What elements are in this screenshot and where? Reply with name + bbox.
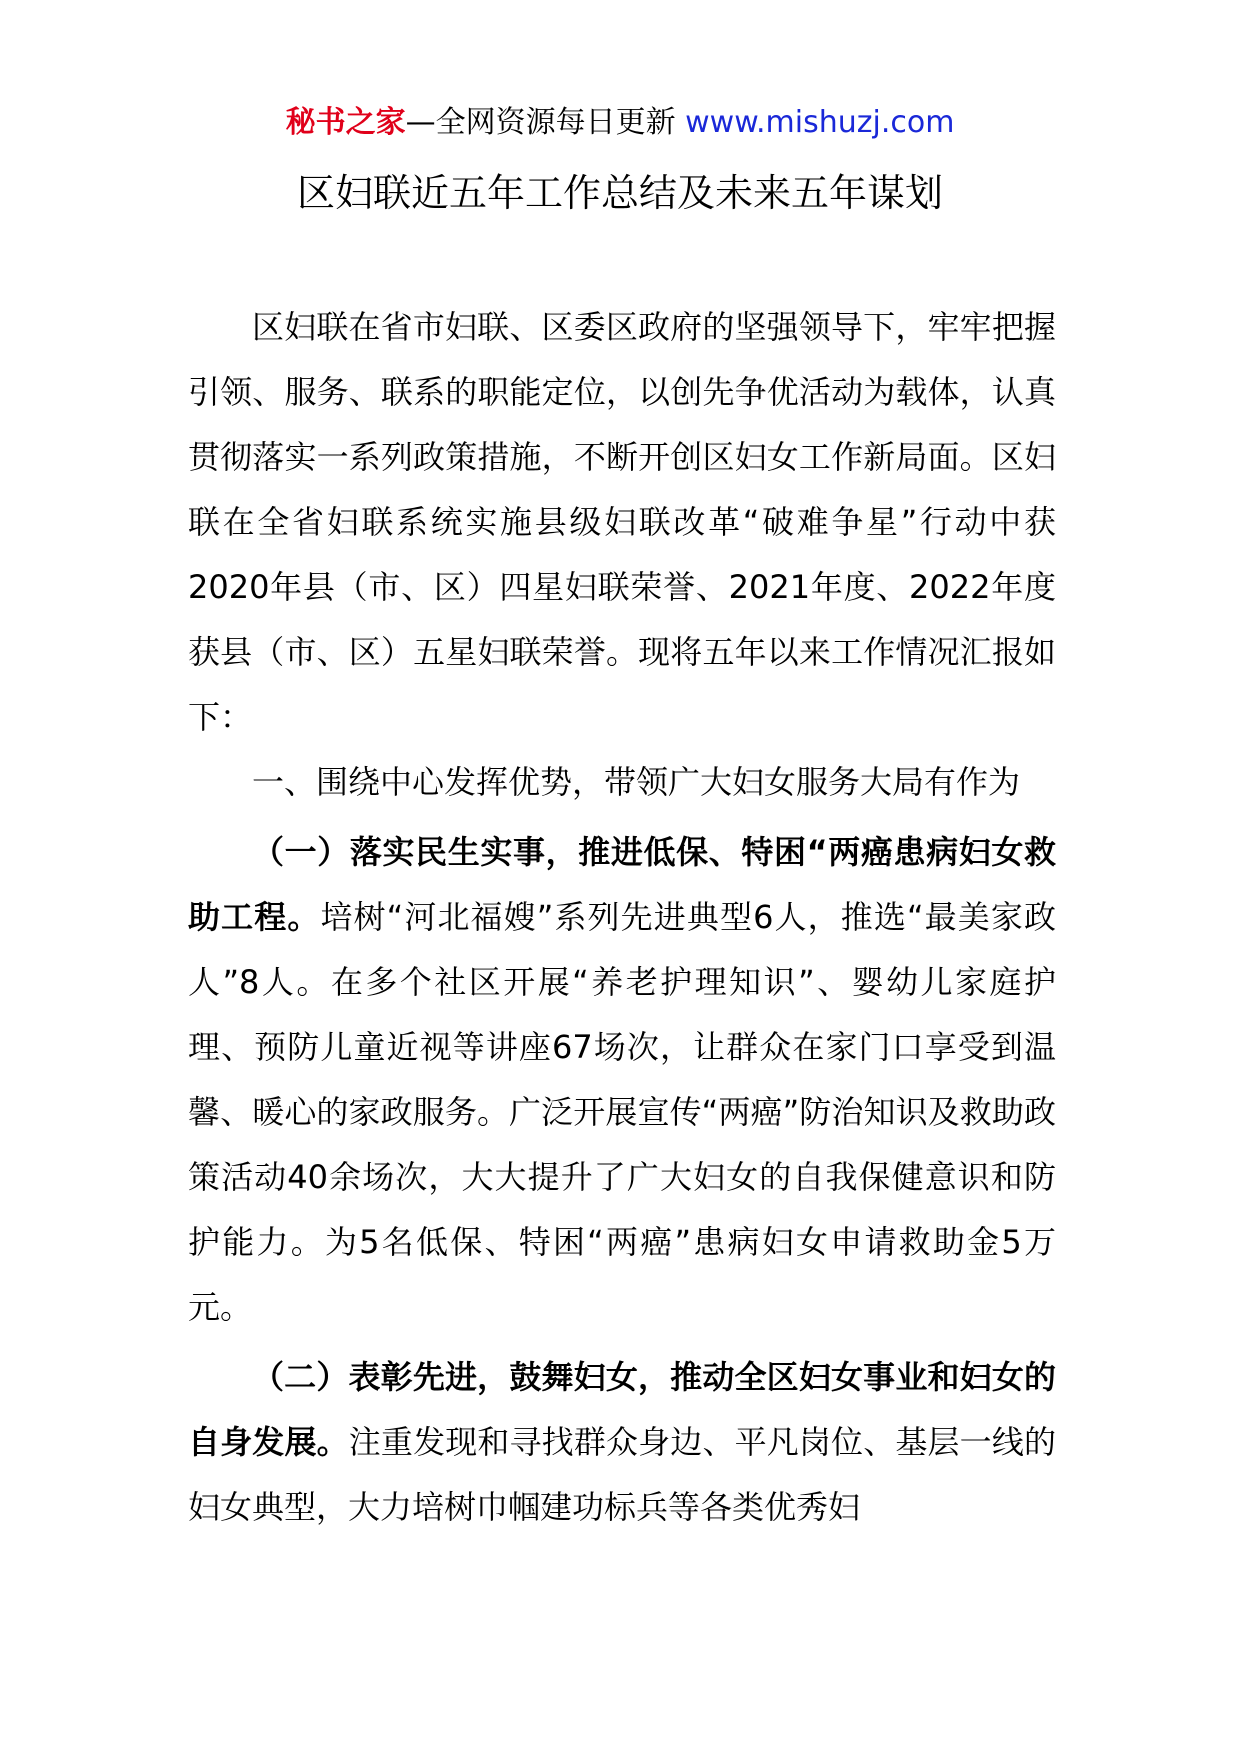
brand-name: 秘书之家 (285, 105, 406, 140)
intro-paragraph: 区妇联在省市妇联、区委区政府的坚强领导下，牢牢把握引领、服务、联系的职能定位，以创先争优活动为载体，认真贯彻落实一系列政策措施，不断开创区妇女工作新局面。区妇联在全省妇联系统实施县级妇联改革“破难争星”行动中获2020年县（市、区）四星妇联荣誉、2021年度、2022年度获县（市、区）五星妇联荣誉。现将五年以来工作情况汇报如下： (188, 308, 1056, 736)
subsection-text: 培树“河北福嫂”系列先进典型6人，推选“最美家政人”8人。在多个社区开展“养老护理知识”、婴幼儿家庭护理、预防儿童近视等讲座67场次，让群众在家门口享受到温馨、暖心的家政服务。广泛开展宣传“两癌”防治知识及救助政策活动40余场次，大大提升了广大妇女的自我保健意识和防护能力。为5名低保、特困“两癌”患病妇女申请救助金5万元。 (188, 898, 1056, 1326)
banner-tagline: —全网资源每日更新 (405, 105, 686, 140)
website-link[interactable]: www.mishuzj.com (685, 105, 955, 140)
section-heading: 一、围绕中心发挥优势，带领广大妇女服务大局有作为 (252, 763, 1021, 801)
subsection-paragraph (188, 820, 1056, 1340)
header-banner (0, 100, 1240, 146)
subsection-heading: （二）表彰先进，鼓舞妇女，推动全区妇女事业和妇女的自身发展。 (188, 1358, 1056, 1461)
subsection-heading: （一）落实民生实事，推进低保、特困“两癌患病妇女救助工程。 (188, 833, 1056, 936)
subsection-paragraph (188, 1345, 1056, 1540)
document-body (188, 295, 1056, 1540)
document-title: 区妇联近五年工作总结及未来五年谋划 (296, 171, 943, 215)
subsection-text: 注重发现和寻找群众身边、平凡岗位、基层一线的妇女典型，大力培树巾帼建功标兵等各类优秀妇 (188, 1423, 1056, 1526)
